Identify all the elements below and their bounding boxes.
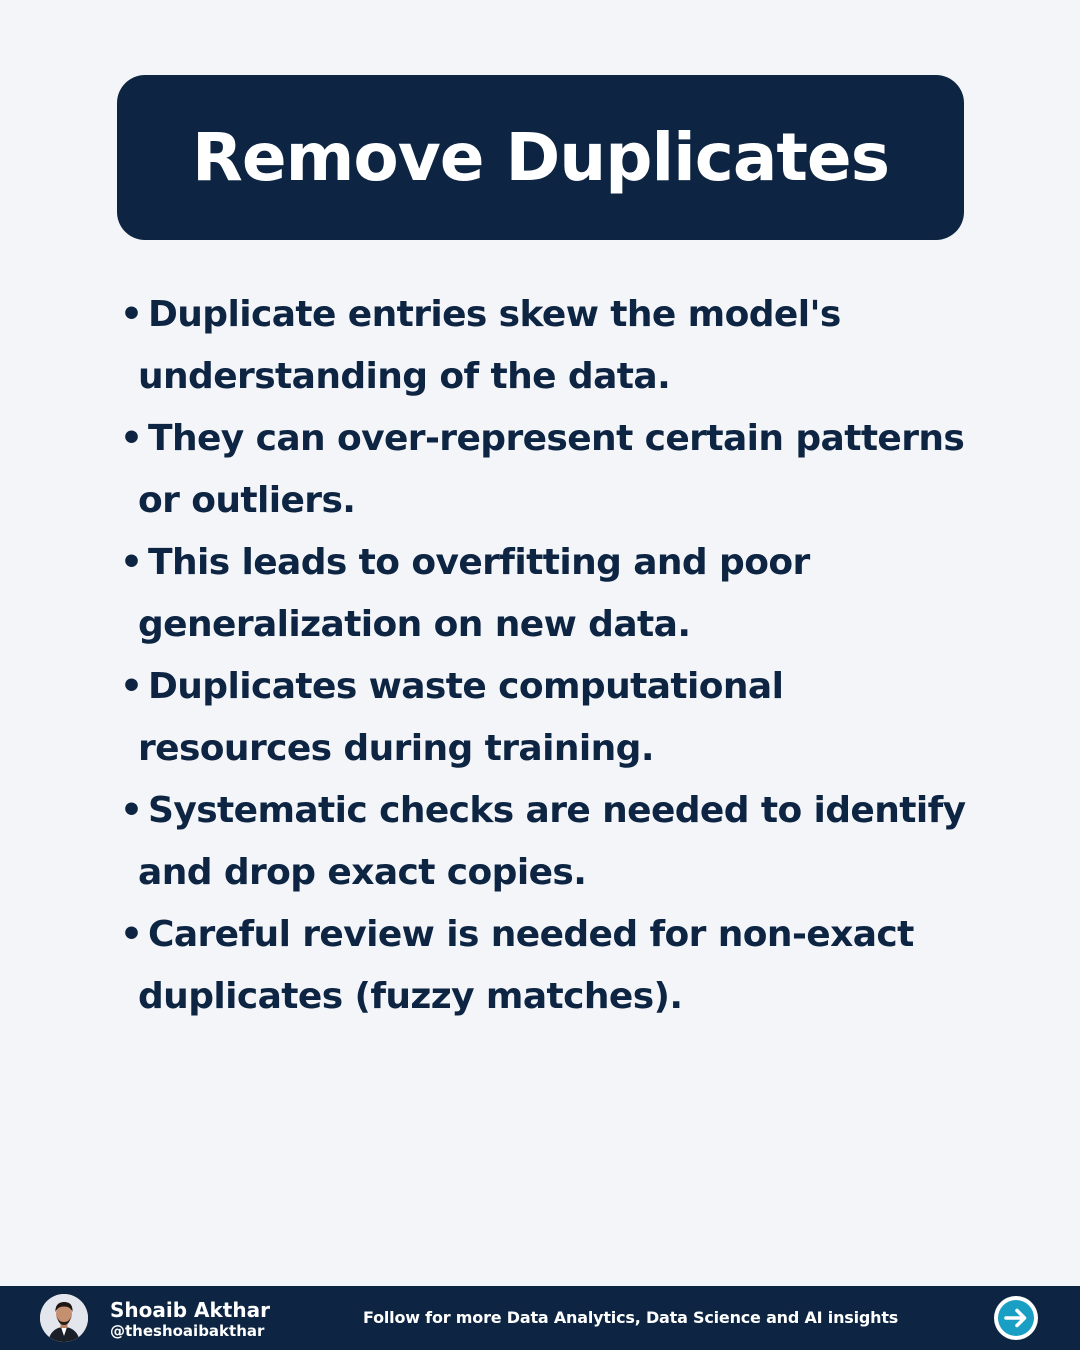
avatar-portrait-icon: [40, 1294, 88, 1342]
bullet-text: They can over-represent certain patterns or outliers.: [138, 418, 965, 521]
bullet-marker: •: [120, 542, 143, 583]
page-title: Remove Duplicates: [192, 119, 889, 196]
next-slide-button[interactable]: [992, 1294, 1040, 1342]
footer-bar: [0, 1286, 1080, 1350]
list-item: [120, 284, 970, 408]
bullet-marker: •: [120, 418, 143, 459]
list-item: [120, 656, 970, 780]
bullet-text: Duplicate entries skew the model's understanding of the data.: [138, 294, 841, 397]
bullet-marker: •: [120, 294, 143, 335]
author-handle: @theshoaibakthar: [110, 1322, 265, 1340]
follow-cta-text: Follow for more Data Analytics, Data Science and AI insights: [363, 1308, 899, 1327]
list-item: [120, 408, 970, 532]
avatar: [40, 1294, 88, 1342]
list-item: [120, 532, 970, 656]
bullet-marker: •: [120, 790, 143, 831]
bullet-text: Duplicates waste computational resources during training.: [138, 666, 784, 769]
list-item: [120, 904, 970, 1028]
bullet-marker: •: [120, 666, 143, 707]
author-name: Shoaib Akthar: [110, 1298, 270, 1322]
bullet-text: This leads to overfitting and poor generalization on new data.: [138, 542, 810, 645]
bullet-list: [120, 284, 970, 1028]
arrow-right-circle-icon: [992, 1294, 1040, 1342]
title-card: [117, 75, 964, 240]
list-item: [120, 780, 970, 904]
bullet-marker: •: [120, 914, 143, 955]
bullet-text: Systematic checks are needed to identify and drop exact copies.: [138, 790, 966, 893]
bullet-text: Careful review is needed for non-exact duplicates (fuzzy matches).: [138, 914, 914, 1017]
